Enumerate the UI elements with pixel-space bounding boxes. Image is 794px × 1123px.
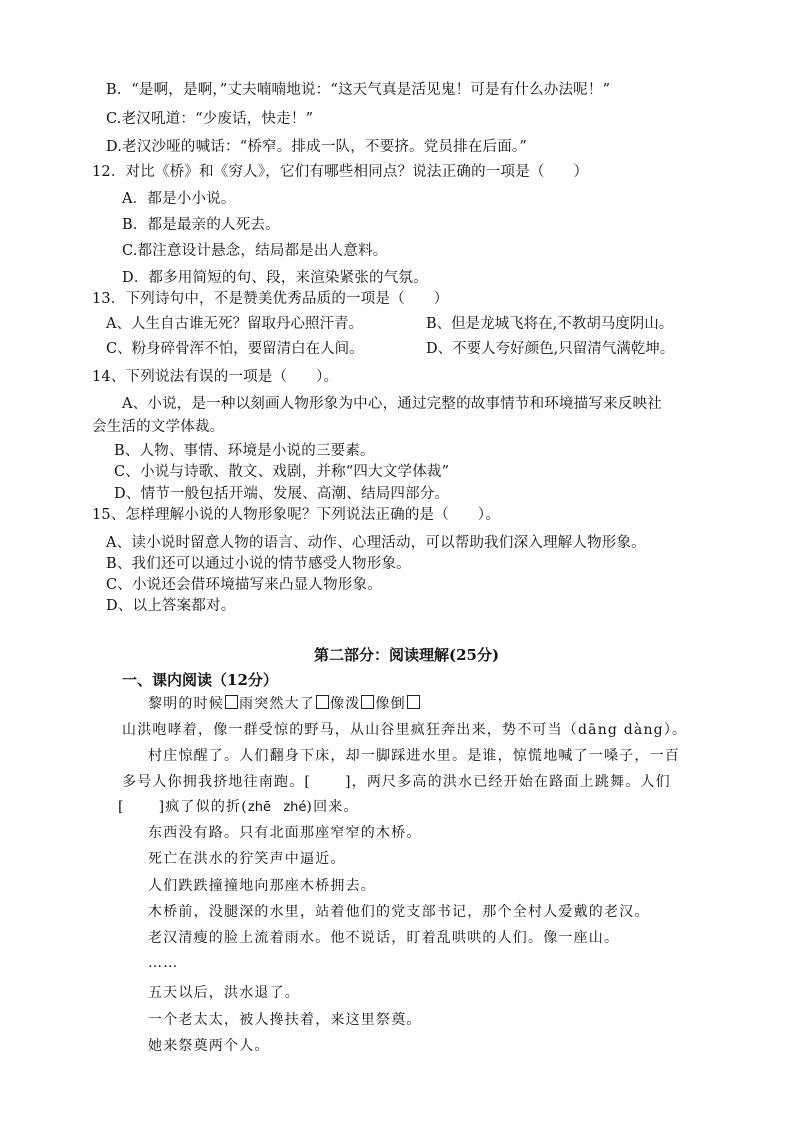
blank-box-4 [407,695,420,709]
q15-option-b: B、我们还可以通过小说的情节感受人物形象。 [106,556,411,572]
q14-option-c: C、小说与诗歌、散文、戏剧，并称“四大文学体裁” [114,464,450,480]
passage-line-4: 多号人你拥我挤地往南跑。[ ]，两尺多高的洪水已经开始在路面上跳舞。人们 [122,774,671,790]
passage-line-8: 人们跌跌撞撞地向那座木桥拥去。 [148,878,376,894]
part2-title: 第二部分：阅读理解(25分) [314,646,500,664]
blank-box-2 [316,695,329,709]
q12-option-b: B．都是最亲的人死去。 [122,217,280,233]
q13-option-d: D、不要人夸好颜色,只留清气满乾坤。 [426,341,675,357]
q15-option-a: A、读小说时留意人物的语言、动作、心理活动，可以帮助我们深入理解人物形象。 [106,535,646,551]
q13-option-c: C、粉身碎骨浑不怕，要留清白在人间。 [106,341,364,357]
q13-option-a: A、人生自古谁无死？留取丹心照汗青。 [106,316,363,332]
q14-option-a-line2: 会生活的文学体裁。 [92,419,225,435]
passage-line-9: 木桥前，没腿深的水里，站着他们的党支部书记，那个全村人爱戴的老汉。 [148,904,650,920]
pinyin-annotation: zhē zhé [247,800,307,815]
blank-box-1 [225,695,238,709]
passage-line-5: [ ]疯了似的折(zhē zhé)回来。 [118,799,359,815]
passage-line-13: 一个老太太，被人搀扶着，来这里祭奠。 [148,1012,422,1028]
blank-box-3 [361,695,374,709]
q11-option-b: B. “是啊，是啊，”丈夫喃喃地说：“这天气真是活见鬼！可是有什么办法呢！” [106,82,611,98]
q12-option-a: A．都是小小说。 [122,191,236,207]
passage-line-3: 村庄惊醒了。人们翻身下床，却一脚踩进水里。是谁，惊慌地喊了一嗓子，一百 [148,748,680,764]
q11-option-d: D.老汉沙哑的喊话：“桥窄。排成一队，不要挤。党员排在后面。” [106,139,527,155]
q12-stem: 12．对比《桥》和《穷人》，它们有哪些相同点？说法正确的一项是（ ） [92,164,589,180]
q15-option-c: C、小说还会借环境描写来凸显人物形象。 [106,577,382,593]
q11-option-c: C.老汉吼道：“少废话，快走！” [106,111,314,127]
q14-option-d: D、情节一般包括开端、发展、高潮、结局四部分。 [114,486,450,502]
passage-line-7: 死亡在洪水的狞笑声中逼近。 [148,851,346,867]
q14-option-a-line1: A、小说，是一种以刻画人物形象为中心，通过完整的故事情节和环境描写来反映社 [122,396,662,412]
q15-stem: 15、怎样理解小说的人物形象呢？下列说法正确的是（ ）。 [92,507,500,523]
passage-line-10: 老汉清瘦的脸上流着雨水。他不说话，盯着乱哄哄的人们。像一座山。 [148,930,620,946]
passage-line-12: 五天以后，洪水退了。 [148,985,300,1001]
passage-line-2: 山洪咆哮着，像一群受惊的野马，从山谷里疯狂奔出来，势不可当（dāng dàng）。 [122,722,688,738]
passage-line-6: 东西没有路。只有北面那座窄窄的木桥。 [148,825,422,841]
q12-option-d: D．都多用简短的句、段，来渲染紧张的气氛。 [122,270,428,286]
passage-ellipsis: …… [148,955,179,971]
q14-option-b: B、人物、事情、环境是小说的三要素。 [114,443,375,459]
passage-line-14: 她来祭奠两个人。 [148,1038,270,1054]
q13-option-b: B、但是龙城飞将在,不教胡马度阴山。 [426,316,674,332]
section1-heading: 一、课内阅读（12分） [122,671,278,689]
passage-line-1: 黎明的时候 雨突然大了 像泼 像倒 [148,694,421,714]
q13-stem: 13．下列诗句中，不是赞美优秀品质的一项是（ ） [92,291,449,307]
q14-stem: 14、下列说法有误的一项是（ ）。 [92,369,339,385]
q12-option-c: C.都注意设计悬念，结局都是出人意料。 [122,243,388,259]
q15-option-d: D、以上答案都对。 [106,598,236,614]
